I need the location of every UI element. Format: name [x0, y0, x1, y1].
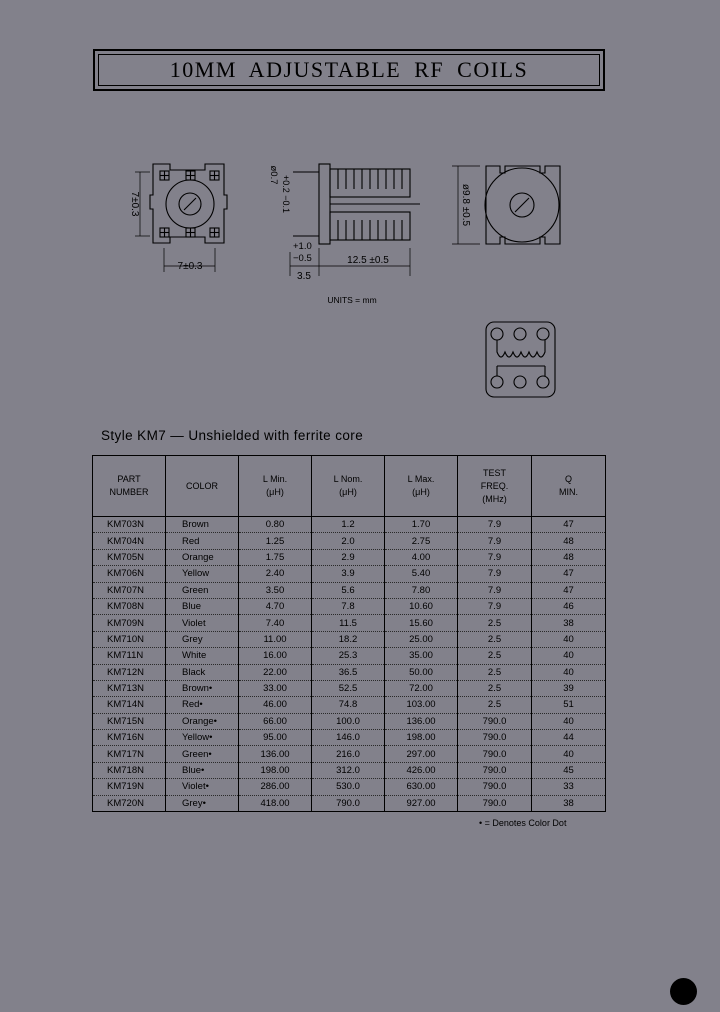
- cell-color: Yellow•: [166, 730, 239, 746]
- cell-l-max: 15.60: [385, 615, 458, 631]
- cell-l-max: 630.00: [385, 779, 458, 795]
- cell-part-number: KM717N: [93, 746, 166, 762]
- cell-l-max: 7.80: [385, 582, 458, 598]
- cell-l-min: 4.70: [239, 598, 312, 614]
- top-view-width-label: 7±0.3: [177, 261, 203, 272]
- cell-part-number: KM706N: [93, 566, 166, 582]
- cell-color: Blue•: [166, 762, 239, 778]
- cell-color: Brown•: [166, 680, 239, 696]
- table-row: [93, 697, 606, 713]
- table-row: [93, 631, 606, 647]
- cell-q-min: 38: [532, 615, 606, 631]
- cell-color: Violet•: [166, 779, 239, 795]
- table-row: [93, 517, 606, 533]
- cell-part-number: KM707N: [93, 582, 166, 598]
- cell-l-nom: 18.2: [312, 631, 385, 647]
- cell-l-nom: 11.5: [312, 615, 385, 631]
- cell-q-min: 47: [532, 517, 606, 533]
- cell-l-max: 198.00: [385, 730, 458, 746]
- top-view-height-label: 7±0.3: [129, 191, 140, 217]
- table-row: [93, 779, 606, 795]
- header-color: COLOR: [166, 456, 239, 517]
- cell-test-freq: 2.5: [458, 680, 532, 696]
- cell-l-min: 198.00: [239, 762, 312, 778]
- table-row: [93, 730, 606, 746]
- cell-part-number: KM709N: [93, 615, 166, 631]
- cell-q-min: 39: [532, 680, 606, 696]
- cell-l-max: 10.60: [385, 598, 458, 614]
- cell-color: Grey•: [166, 795, 239, 811]
- schematic: [486, 322, 555, 397]
- cell-test-freq: 790.0: [458, 762, 532, 778]
- cell-l-max: 297.00: [385, 746, 458, 762]
- cell-l-nom: 3.9: [312, 566, 385, 582]
- cell-q-min: 38: [532, 795, 606, 811]
- cell-l-nom: 5.6: [312, 582, 385, 598]
- cell-q-min: 40: [532, 713, 606, 729]
- cell-color: Green•: [166, 746, 239, 762]
- pin-diameter-label: ø0.7: [268, 165, 279, 185]
- cell-part-number: KM703N: [93, 517, 166, 533]
- cell-test-freq: 790.0: [458, 779, 532, 795]
- end-view-diameter-label: ø9.8 ±0.5: [460, 183, 471, 227]
- cell-part-number: KM710N: [93, 631, 166, 647]
- cell-color: Yellow: [166, 566, 239, 582]
- cell-part-number: KM714N: [93, 697, 166, 713]
- table-row: [93, 648, 606, 664]
- cell-color: Brown: [166, 517, 239, 533]
- coil-drawings: [0, 0, 720, 420]
- cell-q-min: 40: [532, 664, 606, 680]
- table-row: [93, 615, 606, 631]
- spec-table: [92, 455, 606, 812]
- cell-q-min: 40: [532, 746, 606, 762]
- cell-part-number: KM711N: [93, 648, 166, 664]
- cell-test-freq: 2.5: [458, 648, 532, 664]
- header-l-min: L Min. (μH): [239, 456, 312, 517]
- cell-l-min: 95.00: [239, 730, 312, 746]
- cell-color: Red•: [166, 697, 239, 713]
- cell-l-min: 16.00: [239, 648, 312, 664]
- top-view: [135, 164, 227, 272]
- cell-l-nom: 2.9: [312, 549, 385, 565]
- cell-color: Violet: [166, 615, 239, 631]
- table-row: [93, 566, 606, 582]
- cell-l-nom: 530.0: [312, 779, 385, 795]
- header-q-min: Q MIN.: [532, 456, 606, 517]
- cell-l-min: 22.00: [239, 664, 312, 680]
- cell-l-nom: 1.2: [312, 517, 385, 533]
- cell-test-freq: 790.0: [458, 713, 532, 729]
- table-row: [93, 598, 606, 614]
- cell-test-freq: 2.5: [458, 697, 532, 713]
- cell-l-min: 46.00: [239, 697, 312, 713]
- cell-l-max: 927.00: [385, 795, 458, 811]
- cell-l-max: 50.00: [385, 664, 458, 680]
- cell-part-number: KM715N: [93, 713, 166, 729]
- cell-q-min: 48: [532, 549, 606, 565]
- cell-test-freq: 790.0: [458, 795, 532, 811]
- table-row: [93, 533, 606, 549]
- cell-test-freq: 2.5: [458, 631, 532, 647]
- cell-l-min: 3.50: [239, 582, 312, 598]
- cell-test-freq: 7.9: [458, 566, 532, 582]
- cell-l-max: 4.00: [385, 549, 458, 565]
- cell-l-nom: 36.5: [312, 664, 385, 680]
- cell-l-min: 286.00: [239, 779, 312, 795]
- cell-test-freq: 790.0: [458, 746, 532, 762]
- cell-part-number: KM712N: [93, 664, 166, 680]
- cell-l-min: 136.00: [239, 746, 312, 762]
- side-minus-label: −0.5: [293, 253, 312, 264]
- page-marker-dot: [670, 978, 697, 1005]
- cell-q-min: 45: [532, 762, 606, 778]
- cell-part-number: KM708N: [93, 598, 166, 614]
- table-row: [93, 664, 606, 680]
- cell-l-max: 1.70: [385, 517, 458, 533]
- cell-q-min: 51: [532, 697, 606, 713]
- cell-l-max: 25.00: [385, 631, 458, 647]
- cell-test-freq: 7.9: [458, 549, 532, 565]
- cell-color: Black: [166, 664, 239, 680]
- header-part-number: PART NUMBER: [93, 456, 166, 517]
- cell-q-min: 47: [532, 582, 606, 598]
- cell-part-number: KM713N: [93, 680, 166, 696]
- cell-l-nom: 74.8: [312, 697, 385, 713]
- units-label: UNITS = mm: [327, 295, 377, 305]
- table-row: [93, 549, 606, 565]
- cell-part-number: KM705N: [93, 549, 166, 565]
- cell-q-min: 48: [532, 533, 606, 549]
- cell-q-min: 33: [532, 779, 606, 795]
- page-title: 10MM ADJUSTABLE RF COILS: [98, 54, 600, 86]
- color-dot-footnote: • = Denotes Color Dot: [479, 818, 567, 828]
- cell-l-min: 418.00: [239, 795, 312, 811]
- side-length-label: 12.5 ±0.5: [347, 255, 389, 266]
- cell-l-min: 7.40: [239, 615, 312, 631]
- header-l-max: L Max. (μH): [385, 456, 458, 517]
- cell-color: Red: [166, 533, 239, 549]
- cell-q-min: 40: [532, 648, 606, 664]
- cell-l-max: 2.75: [385, 533, 458, 549]
- cell-l-min: 1.75: [239, 549, 312, 565]
- cell-l-nom: 7.8: [312, 598, 385, 614]
- side-base-label: 3.5: [297, 271, 311, 282]
- table-row: [93, 795, 606, 811]
- cell-l-nom: 312.0: [312, 762, 385, 778]
- cell-l-max: 426.00: [385, 762, 458, 778]
- cell-part-number: KM718N: [93, 762, 166, 778]
- cell-test-freq: 790.0: [458, 730, 532, 746]
- cell-l-min: 33.00: [239, 680, 312, 696]
- cell-l-nom: 52.5: [312, 680, 385, 696]
- cell-color: Blue: [166, 598, 239, 614]
- cell-l-nom: 25.3: [312, 648, 385, 664]
- cell-l-min: 0.80: [239, 517, 312, 533]
- cell-part-number: KM716N: [93, 730, 166, 746]
- cell-part-number: KM719N: [93, 779, 166, 795]
- cell-l-nom: 100.0: [312, 713, 385, 729]
- cell-color: Grey: [166, 631, 239, 647]
- table-row: [93, 746, 606, 762]
- cell-q-min: 44: [532, 730, 606, 746]
- cell-part-number: KM704N: [93, 533, 166, 549]
- cell-l-nom: 2.0: [312, 533, 385, 549]
- cell-l-min: 1.25: [239, 533, 312, 549]
- header-l-nom: L Nom. (μH): [312, 456, 385, 517]
- cell-color: Orange: [166, 549, 239, 565]
- cell-l-nom: 146.0: [312, 730, 385, 746]
- cell-test-freq: 7.9: [458, 582, 532, 598]
- cell-part-number: KM720N: [93, 795, 166, 811]
- cell-test-freq: 2.5: [458, 615, 532, 631]
- header-test-freq: TEST FREQ. (MHz): [458, 456, 532, 517]
- cell-l-nom: 216.0: [312, 746, 385, 762]
- cell-l-nom: 790.0: [312, 795, 385, 811]
- cell-q-min: 47: [532, 566, 606, 582]
- cell-l-min: 2.40: [239, 566, 312, 582]
- cell-l-max: 5.40: [385, 566, 458, 582]
- table-row: [93, 680, 606, 696]
- cell-color: White: [166, 648, 239, 664]
- pin-tolerance-label: +0.2 −0.1: [281, 174, 291, 214]
- cell-color: Orange•: [166, 713, 239, 729]
- cell-q-min: 46: [532, 598, 606, 614]
- cell-color: Green: [166, 582, 239, 598]
- table-row: [93, 582, 606, 598]
- style-caption: Style KM7 — Unshielded with ferrite core: [101, 428, 364, 443]
- cell-l-max: 103.00: [385, 697, 458, 713]
- cell-test-freq: 7.9: [458, 598, 532, 614]
- cell-l-max: 35.00: [385, 648, 458, 664]
- cell-test-freq: 7.9: [458, 533, 532, 549]
- side-plus-label: +1.0: [293, 241, 312, 252]
- cell-l-max: 136.00: [385, 713, 458, 729]
- cell-l-max: 72.00: [385, 680, 458, 696]
- cell-l-min: 66.00: [239, 713, 312, 729]
- cell-test-freq: 7.9: [458, 517, 532, 533]
- table-header-row: [93, 456, 606, 517]
- table-row: [93, 762, 606, 778]
- cell-test-freq: 2.5: [458, 664, 532, 680]
- cell-q-min: 40: [532, 631, 606, 647]
- table-row: [93, 713, 606, 729]
- cell-l-min: 11.00: [239, 631, 312, 647]
